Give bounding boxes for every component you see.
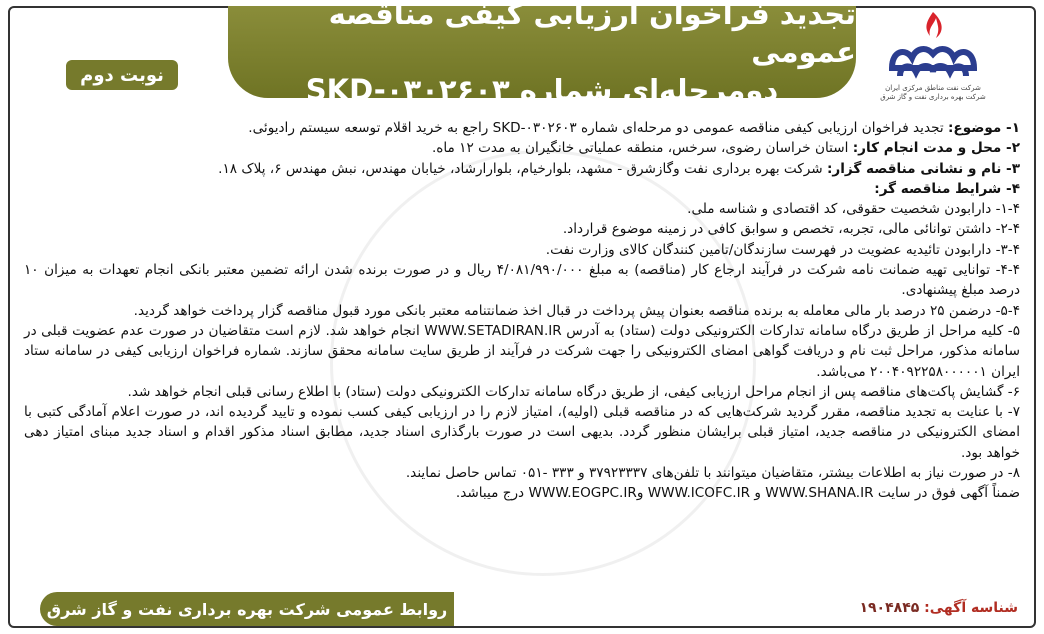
- item-4-1: ۱-۴- دارابودن شخصیت حقوقی، کد اقتصادی و شناسه ملی.: [687, 201, 1020, 218]
- item-2-text: استان خراسان رضوی، سرخس، منطقه عملیاتی خانگیران به مدت ۱۲ ماه.: [431, 140, 853, 157]
- item-6: ۶- گشایش پاکت‌های مناقصه پس از انجام مراحل ارزیابی کیفی، از طریق درگاه سامانه تدارکات الکترونیکی دولت (ستاد) با اطلاع رسانی قبلی انجام خواهد شد.: [127, 383, 1020, 400]
- ad-id-value: ۱۹۰۴۸۴۵: [859, 600, 920, 616]
- logo-caption-1: شرکت نفت مناطق مرکزی ایران: [885, 84, 981, 92]
- item-4-2: ۲-۴- داشتن توانائی مالی، تجربه، تخصص و سوابق کافی در زمینه موضوع قرارداد.: [562, 221, 1020, 238]
- item-8: ۸- در صورت نیاز به اطلاعات بیشتر، متقاضیان میتوانند با تلفن‌های ۳۷۹۲۳۳۳۷ و ۳۳۳ -۰۵۱ تماس حاصل نمایند.: [405, 465, 1020, 482]
- tender-number: دومرحله‌ای شماره SKD-۰۳۰۲۶۰۳: [305, 73, 779, 107]
- logo-caption-2: شرکت بهره برداری نفت و گاز شرق: [880, 93, 986, 101]
- ad-id-label: شناسه آگهی:: [924, 600, 1018, 616]
- item-websites: ضمناً آگهی فوق در سایت WWW.SHANA.IR و WWW.ICOFC.IR وWWW.EOGPC.IR درج میباشد.: [455, 485, 1020, 502]
- title-banner: [228, 0, 856, 107]
- item-5: ۵- کلیه مراحل از طریق درگاه سامانه تدارکات الکترونیکی دولت (ستاد) به آدرس WWW.SETADIRAN.IR انجام خواهد شد. لازم است متقاضیان در صورت عدم عضویت قبلی در سامانه مذکور، مراحل ثبت نام و دریافت گواهی امضای الکترونیکی را جهت شرکت در فرآیند از طریق سایت سامانه محقق سازند. شماره فراخوان ارزیابی کیفی در سامانه ستاد ایران ۲۰۰۴۰۹۲۲۵۸۰۰۰۰۰۱ می‌باشد.: [24, 322, 1020, 380]
- round-badge: نوبت دوم: [66, 60, 178, 90]
- item-7: ۷- با عنایت به تجدید مناقصه، مقرر گردید شرکت‌هایی که در مناقصه قبلی (اولیه)، امتیاز لازم را در ارزیابی کیفی کسب نموده و تایید گردیده اند، در صورت اعلام آمادگی کتبی با امضای الکترونیکی در مناقصه جدید، امتیاز قبلی برایشان منظور گردد. بدیهی است در صورت بارگذاری اسناد جدید، مطابق اسناد مذکور اقدام و اسناد جدید مبنای امتیاز دهی خواهد بود.: [24, 404, 1020, 461]
- item-3-heading: ۳- نام و نشانی مناقصه گزار:: [826, 160, 1020, 177]
- item-1-text: تجدید فراخوان ارزیابی کیفی مناقصه عمومی دو مرحله‌ای شماره SKD-۰۳۰۲۶۰۳ راجع به خرید اقلام توسعه سیستم رادیوئی.: [248, 120, 948, 136]
- item-2: [24, 138, 1020, 158]
- item-2-heading: ۲- محل و مدت انجام کار:: [852, 140, 1020, 157]
- company-logo: [868, 8, 998, 112]
- ad-id: [859, 600, 1018, 616]
- nioc-logo-icon: [878, 8, 988, 84]
- item-4: [24, 179, 1020, 199]
- item-4-5: ۵-۴- درضمن ۲۵ درصد بار مالی معامله به برنده مناقصه بعنوان پیش پرداخت در قبال اخذ ضمانتنامه معتبر بانکی مورد قبول مناقصه گزار پرداخت خواهد گردید.: [133, 302, 1020, 319]
- item-4-heading: ۴- شرایط مناقصه گر:: [874, 180, 1020, 197]
- item-1: [24, 118, 1020, 138]
- page-title: تجدید فراخوان ارزیابی کیفی مناقصه عمومی: [328, 0, 856, 69]
- announcement-body: [24, 118, 1020, 504]
- item-1-heading: ۱- موضوع:: [947, 120, 1020, 136]
- item-4-3: ۳-۴- دارابودن تائیدیه عضویت در فهرست سازندگان/تامین کنندگان کالای وزارت نفت.: [545, 241, 1020, 258]
- item-3: [24, 159, 1020, 179]
- item-3-text: شرکت بهره برداری نفت وگازشرق - مشهد، بلوارخیام، بلوارارشاد، خیابان مهندس، نبش مهندس ۶، پلاک ۱۸.: [218, 160, 827, 177]
- footer-publisher: روابط عمومی شرکت بهره برداری نفت و گاز شرق: [40, 592, 454, 626]
- item-4-4: ۴-۴- توانایی تهیه ضمانت نامه شرکت در فرآیند ارجاع کار (مناقصه) به مبلغ ۴/۰۸۱/۹۹۰/۰۰۰ ریال و در صورت برنده شدن ارائه تضمین معتبر بانکی انجام تعهدات به میزان ۱۰ درصد مبلغ پیشنهادی.: [24, 262, 1020, 299]
